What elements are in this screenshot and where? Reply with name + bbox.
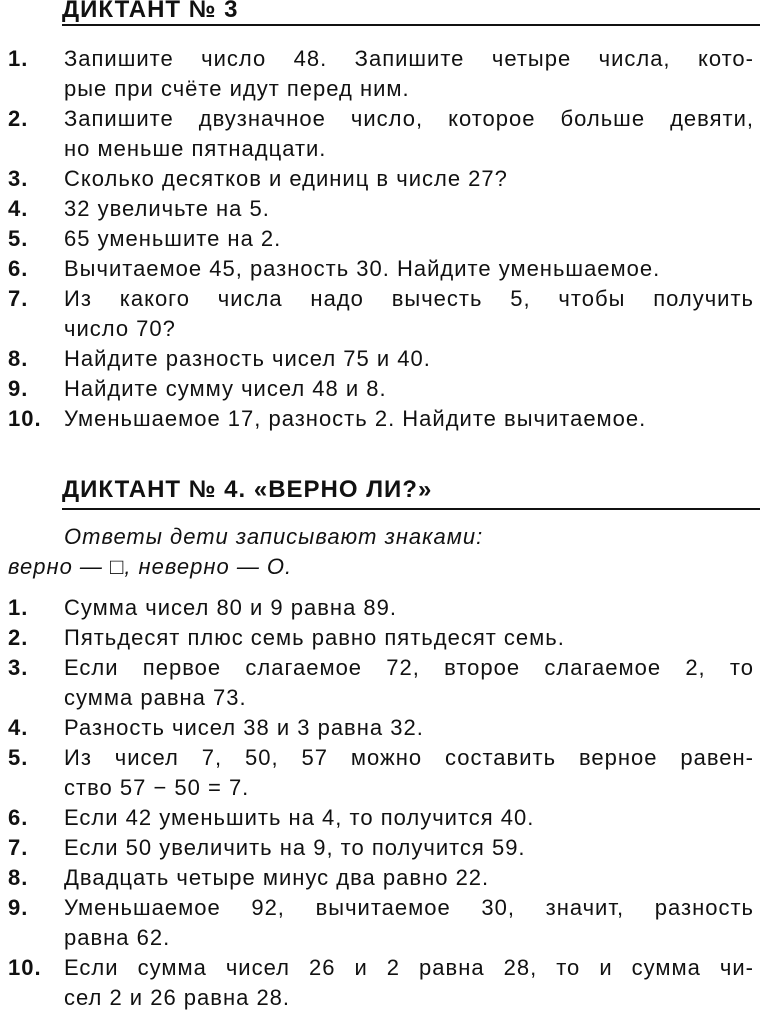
list-item — [0, 104, 760, 164]
item-text — [64, 224, 754, 254]
item-line: сумма равна 73. — [64, 685, 247, 710]
dictation-4-list — [0, 593, 760, 1013]
item-number: 2. — [8, 106, 29, 131]
item-line: Разность чисел 38 и 3 равна 32. — [64, 715, 424, 740]
list-item — [0, 803, 760, 833]
item-line: 65 уменьшите на 2. — [64, 226, 282, 251]
item-line: но меньше пятнадцати. — [64, 136, 327, 161]
item-number: 5. — [8, 226, 29, 251]
dictation-3-header — [62, 0, 760, 24]
item-number: 3. — [8, 166, 29, 191]
item-line: Найдите сумму чисел 48 и 8. — [64, 376, 387, 401]
item-text — [64, 374, 754, 404]
item-number: 4. — [8, 715, 29, 740]
item-text — [64, 803, 754, 833]
item-text — [64, 404, 754, 434]
item-line: Сколько десятков и единиц в числе 27? — [64, 166, 508, 191]
header-rule — [62, 508, 760, 510]
item-line: равна 62. — [64, 925, 171, 950]
item-line: Если 50 увеличить на 9, то получится 59. — [64, 835, 526, 860]
item-text — [64, 194, 754, 224]
item-number: 3. — [8, 655, 29, 680]
list-item — [0, 893, 760, 953]
item-number: 7. — [8, 835, 29, 860]
dictation-4-intro-line-2: верно — □, неверно — О. — [8, 554, 293, 579]
item-line: Пятьдесят плюс семь равно пятьдесят семь. — [64, 625, 565, 650]
item-number: 4. — [8, 196, 29, 221]
item-text — [64, 44, 754, 104]
item-number: 6. — [8, 256, 29, 281]
item-text — [64, 104, 754, 164]
item-number: 10. — [8, 955, 42, 980]
item-line: Уменьшаемое 92, вычитаемое 30, значит, разность — [64, 895, 754, 920]
item-line: Вычитаемое 45, разность 30. Найдите уменьшаемое. — [64, 256, 661, 281]
item-line: Запишите число 48. Запишите четыре числа, кото- — [64, 46, 754, 71]
list-item — [0, 653, 760, 713]
item-number: 8. — [8, 865, 29, 890]
list-item — [0, 44, 760, 104]
list-item — [0, 833, 760, 863]
item-line: Сумма чисел 80 и 9 равна 89. — [64, 595, 398, 620]
item-number: 6. — [8, 805, 29, 830]
item-line: рые при счёте идут перед ним. — [64, 76, 410, 101]
item-line: Если 42 уменьшить на 4, то получится 40. — [64, 805, 535, 830]
item-number: 1. — [8, 595, 29, 620]
item-number: 9. — [8, 895, 29, 920]
dictation-4-header — [62, 476, 760, 504]
item-line: 32 увеличьте на 5. — [64, 196, 270, 221]
dictation-4-title: ДИКТАНТ № 4. «ВЕРНО ЛИ?» — [62, 476, 433, 503]
list-item — [0, 623, 760, 653]
list-item — [0, 404, 760, 434]
item-text — [64, 743, 754, 803]
item-text — [64, 953, 754, 1013]
item-text — [64, 713, 754, 743]
list-item — [0, 284, 760, 344]
item-number: 7. — [8, 286, 29, 311]
dictation-4-intro-line-1: Ответы дети записывают знаками: — [64, 524, 484, 549]
item-text — [64, 653, 754, 713]
dictation-3-list — [0, 44, 760, 434]
item-line: число 70? — [64, 316, 176, 341]
item-number: 2. — [8, 625, 29, 650]
header-rule — [62, 24, 760, 26]
item-text — [64, 344, 754, 374]
item-text — [64, 164, 754, 194]
item-line: ство 57 − 50 = 7. — [64, 775, 250, 800]
list-item — [0, 344, 760, 374]
list-item — [0, 224, 760, 254]
item-text — [64, 893, 754, 953]
item-text — [64, 833, 754, 863]
item-line: сел 2 и 26 равна 28. — [64, 985, 291, 1010]
list-item — [0, 164, 760, 194]
item-line: Из какого числа надо вычесть 5, чтобы получить — [64, 286, 754, 311]
list-item — [0, 593, 760, 623]
item-number: 5. — [8, 745, 29, 770]
item-text — [64, 623, 754, 653]
item-number: 9. — [8, 376, 29, 401]
item-line: Уменьшаемое 17, разность 2. Найдите вычитаемое. — [64, 406, 647, 431]
list-item — [0, 254, 760, 284]
item-text — [64, 593, 754, 623]
list-item — [0, 863, 760, 893]
item-text — [64, 284, 754, 344]
item-line: Двадцать четыре минус два равно 22. — [64, 865, 490, 890]
item-line: Если первое слагаемое 72, второе слагаемое 2, то — [64, 655, 754, 680]
item-text — [64, 863, 754, 893]
item-number: 10. — [8, 406, 42, 431]
list-item — [0, 743, 760, 803]
list-item — [0, 713, 760, 743]
item-line: Из чисел 7, 50, 57 можно составить верное равен- — [64, 745, 754, 770]
item-line: Запишите двузначное число, которое больше девяти, — [64, 106, 754, 131]
item-text — [64, 254, 754, 284]
dictation-3-title: ДИКТАНТ № 3 — [62, 0, 239, 23]
item-line: Найдите разность чисел 75 и 40. — [64, 346, 431, 371]
list-item — [0, 374, 760, 404]
item-line: Если сумма чисел 26 и 2 равна 28, то и сумма чи- — [64, 955, 754, 980]
list-item — [0, 953, 760, 1013]
item-number: 1. — [8, 46, 29, 71]
item-number: 8. — [8, 346, 29, 371]
list-item — [0, 194, 760, 224]
